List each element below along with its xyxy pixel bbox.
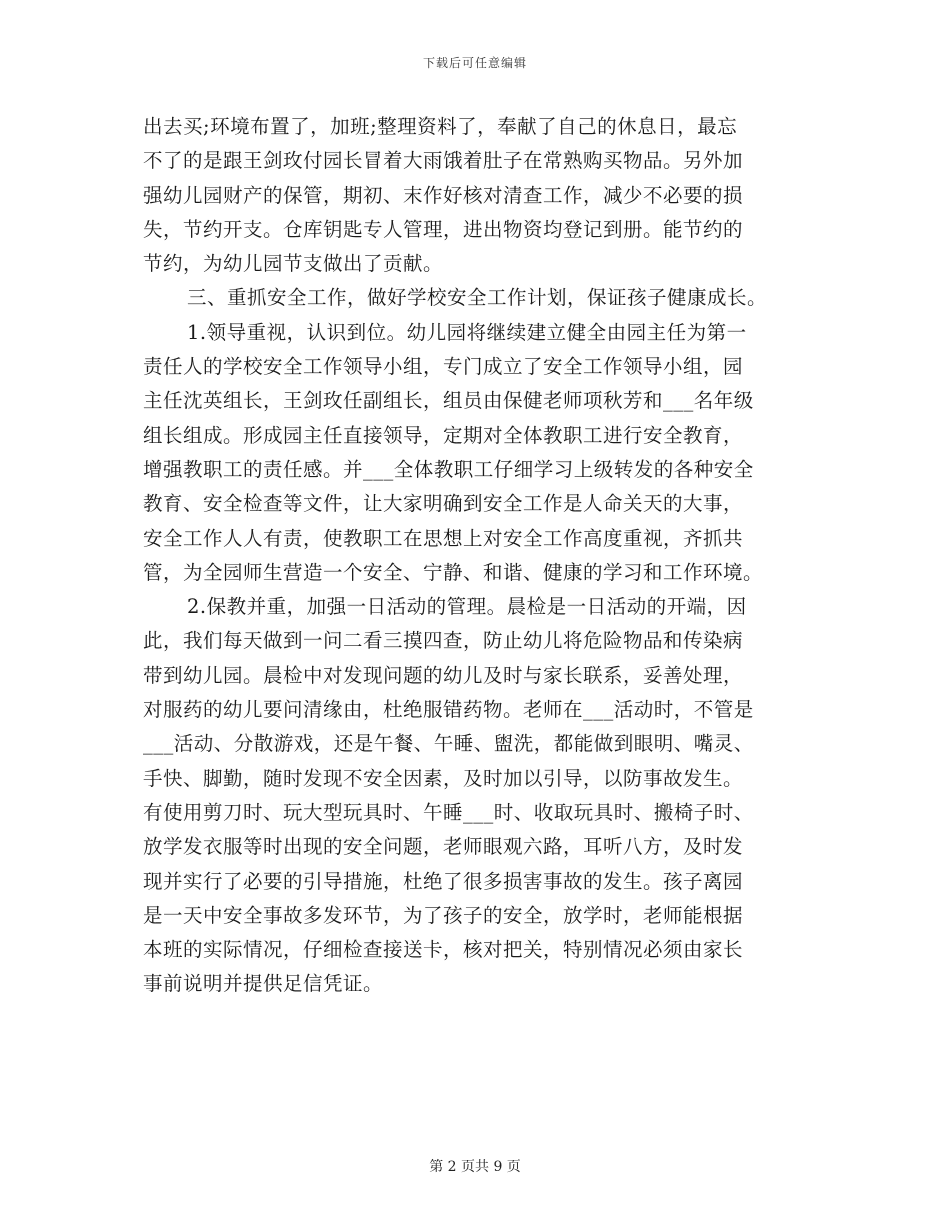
document-body <box>143 110 818 1002</box>
text-line: 此，我们每天做到一问二看三摸四查，防止幼儿将危险物品和传染病 <box>143 629 744 653</box>
text-line: 1.领导重视，认识到位。幼儿园将继续建立健全由园主任为第一 <box>187 320 747 344</box>
text-line: 失，节约开支。仓库钥匙专人管理，进出物资均登记到册。能节约的 <box>143 217 744 241</box>
text-line: 手快、脚勤，随时发现不安全因素，及时加以引导，以防事故发生。 <box>143 766 744 790</box>
text-line: 主任沈英组长，王剑玫任副组长，组员由保健老师项秋芳和___名年级 <box>143 389 754 413</box>
text-line: 管，为全园师生营造一个安全、宁静、和谐、健康的学习和工作环境。 <box>143 560 764 584</box>
text-line: 安全工作人人有责，使教职工在思想上对安全工作高度重视，齐抓共 <box>143 526 744 550</box>
text-line: 放学发衣服等时出现的安全问题，老师眼观六路，耳听八方，及时发 <box>143 835 744 859</box>
text-line: 节约，为幼儿园节支做出了贡献。 <box>143 252 444 276</box>
text-line: 出去买;环境布置了，加班;整理资料了，奉献了自己的休息日，最忘 <box>143 115 738 138</box>
text-line: 本班的实际情况，仔细检查接送卡，核对把关，特别情况必须由家长 <box>143 938 744 962</box>
text-line: 增强教职工的责任感。并___全体教职工仔细学习上级转发的各种安全 <box>143 457 754 481</box>
page-footer: 第 2 页共 9 页 <box>429 1159 521 1175</box>
text-line: 教育、安全检查等文件，让大家明确到安全工作是人命关天的大事， <box>143 492 744 516</box>
text-line: 有使用剪刀时、玩大型玩具时、午睡___时、收取玩具时、搬椅子时、 <box>143 800 754 824</box>
text-line: 事前说明并提供足信凭证。 <box>143 972 384 996</box>
text-line: 对服药的幼儿要问清缘由，杜绝服错药物。老师在___活动时，不管是 <box>143 698 754 722</box>
text-line: 2.保教并重，加强一日活动的管理。晨检是一日活动的开端，因 <box>187 595 747 619</box>
text-line: 三、重抓安全工作，做好学校安全工作计划，保证孩子健康成长。 <box>187 286 768 310</box>
text-line: 不了的是跟王剑玫付园长冒着大雨饿着肚子在常熟购买物品。另外加 <box>143 149 744 173</box>
text-line: 现并实行了必要的引导措施，杜绝了很多损害事故的发生。孩子离园 <box>143 869 744 893</box>
text-line: 责任人的学校安全工作领导小组，专门成立了安全工作领导小组，园 <box>143 355 744 379</box>
text-line: ___活动、分散游戏，还是午餐、午睡、盥洗，都能做到眼明、嘴灵、 <box>143 732 754 756</box>
text-line: 组长组成。形成园主任直接领导，定期对全体教职工进行安全教育， <box>143 423 744 447</box>
text-line: 是一天中安全事故多发环节，为了孩子的安全，放学时，老师能根据 <box>143 903 744 927</box>
text-line: 带到幼儿园。晨检中对发现问题的幼儿及时与家长联系，妥善处理， <box>143 663 744 687</box>
text-line: 强幼儿园财产的保管，期初、末作好核对清查工作，减少不必要的损 <box>143 183 744 207</box>
page-header: 下载后可任意编辑 <box>422 56 527 70</box>
